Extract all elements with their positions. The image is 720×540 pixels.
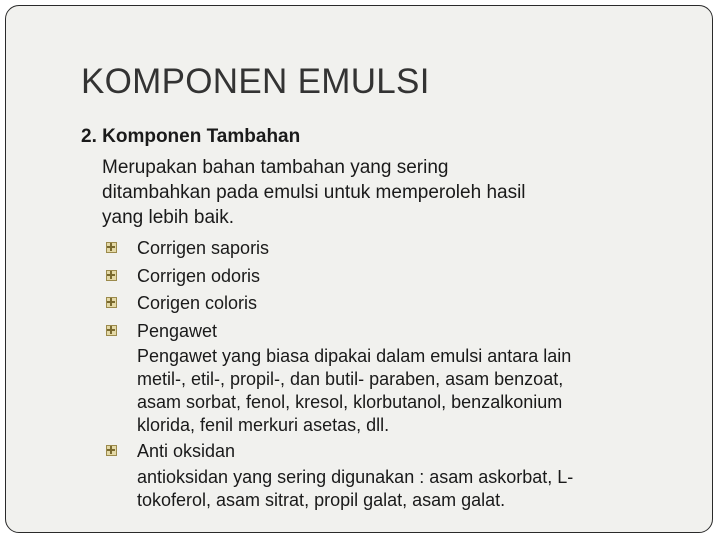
plus-square-bullet-icon (106, 270, 117, 281)
intro-line: Merupakan bahan tambahan yang sering (102, 157, 449, 178)
intro-line: ditambahkan pada emulsi untuk memperoleh hasil (102, 182, 526, 203)
list-item-label: Pengawet (137, 320, 218, 341)
list-item (102, 438, 682, 513)
list-item (102, 290, 682, 318)
plus-square-bullet-icon (106, 445, 117, 456)
list-item (102, 318, 682, 439)
slide (5, 5, 713, 533)
intro-line: yang lebih baik. (102, 207, 235, 228)
list-item-label: Corrigen odoris (137, 265, 261, 286)
list-item (102, 235, 682, 263)
plus-square-bullet-icon (106, 297, 117, 308)
section-heading: 2. Komponen Tambahan (81, 126, 301, 147)
list-item-label: Anti oksidan (137, 441, 236, 461)
slide-title: KOMPONEN EMULSI (81, 62, 430, 101)
component-list (102, 235, 682, 513)
plus-square-bullet-icon (106, 325, 117, 336)
list-item-label: Corigen coloris (137, 293, 258, 313)
list-item-detail (137, 345, 682, 438)
detail-line: antioksidan yang sering digunakan : asam askorbat, L- (137, 466, 574, 487)
plus-square-bullet-icon (106, 242, 117, 253)
detail-line: tokoferol, asam sitrat, propil galat, asam galat. (137, 489, 506, 510)
list-item-detail (137, 466, 682, 513)
detail-line: metil-, etil-, propil-, dan butil- paraben, asam benzoat, (137, 369, 564, 389)
list-item-label: Corrigen saporis (137, 238, 270, 258)
intro-paragraph (102, 155, 672, 230)
detail-line: Pengawet yang biasa dipakai dalam emulsi antara lain (137, 346, 572, 366)
detail-line: klorida, fenil merkuri asetas, dll. (137, 415, 390, 435)
detail-line: asam sorbat, fenol, kresol, klorbutanol, benzalkonium (137, 392, 563, 412)
list-item (102, 263, 682, 291)
